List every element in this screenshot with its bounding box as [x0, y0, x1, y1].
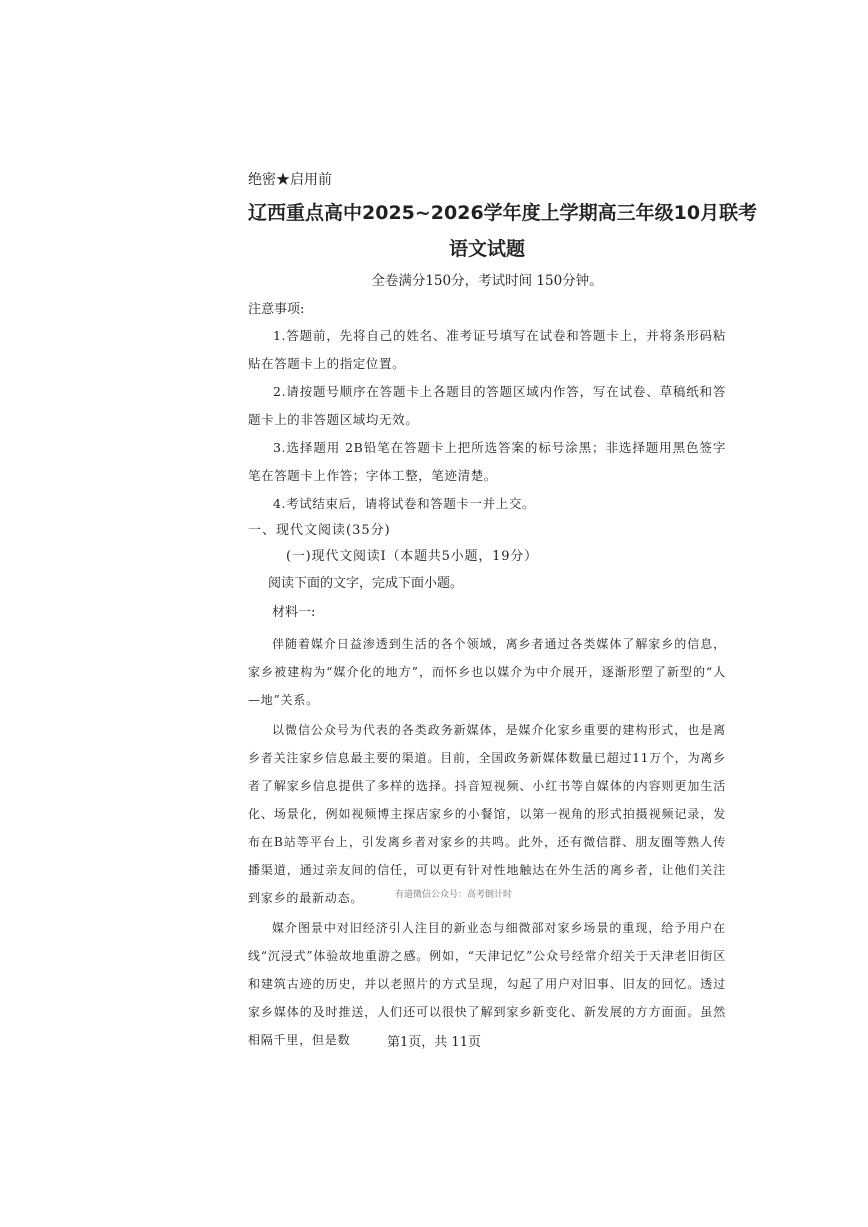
page-content — [248, 170, 758, 1054]
page-footer: 第1页，共 11页 — [387, 1035, 481, 1050]
exam-title: 辽西重点高中2025~2026学年度上学期高三年级10月联考 — [248, 202, 758, 224]
material-paragraph-3: 媒介图景中对旧经济引人注目的新业态与细微部对家乡场景的重现，给予用户在线“沉浸式”体验故地重游之感。例如，“天津记忆”公众号经常介绍关于天津老旧街区和建筑古迹的历史，并以老照片的方式呈现，勾起了用户对旧事、旧友的回忆。透过家乡媒体的及时推送，人们还可以很快了解到家乡新变化、新发展的方方面面。虽然相隔千里，但是数 — [248, 921, 726, 1047]
secret-mark: 绝密★启用前 — [248, 172, 332, 188]
notice-item-3: 3.选择题用 2B铅笔在答题卡上把所选答案的标号涂黑；非选择题用黑色签字笔在答题卡上作答；字体工整，笔迹清楚。 — [248, 440, 726, 483]
section-title: 一、现代文阅读(35分) — [248, 523, 391, 538]
notice-item-2: 2.请按题号顺序在答题卡上各题目的答题区域内作答，写在试卷、草稿纸和答题卡上的非答题区域均无效。 — [248, 384, 726, 427]
material-paragraph-1: 伴随着媒介日益渗透到生活的各个领域，离乡者通过各类媒体了解家乡的信息，家乡被建构为“媒介化的地方”，而怀乡也以媒介为中介展开，逐渐形塑了新型的“人—地”关系。 — [248, 637, 726, 707]
notice-item-1: 1.答题前，先将自己的姓名、准考证号填写在试卷和答题卡上，并将条形码粘贴在答题卡上的指定位置。 — [248, 328, 726, 371]
subject-title: 语文试题 — [448, 238, 525, 260]
material-label: 材料一: — [272, 605, 316, 620]
notice-item-4: 4.考试结束后，请将试卷和答题卡一并上交。 — [273, 496, 536, 511]
watermark-text: 有道微信公众号：高考倒计时 — [395, 890, 513, 900]
score-time-line: 全卷满分150分，考试时间 150分钟。 — [371, 273, 603, 289]
notice-heading: 注意事项: — [248, 302, 305, 317]
material-paragraph-2: 以微信公众号为代表的各类政务新媒体，是媒介化家乡重要的建构形式，也是离乡者关注家乡信息最主要的渠道。目前，全国政务新媒体数量已超过11万个，为离乡者了解家乡信息提供了多样的选择。抖音短视频、小红书等自媒体的内容则更加生活化、场景化，例如视频博主探店家乡的小餐馆，以第一视角的形式拍摄视频记录，发布在B站等平台上，引发离乡者对家乡的共鸣。此外，还有微信群、朋友圈等熟人传播渠道，通过亲友间的信任，可以更有针对性地触达在外生活的离乡者，让他们关注到家乡的最新动态。 — [248, 723, 726, 905]
subsection-title: (一)现代文阅读Ⅰ（本题共5小题，19分） — [286, 549, 538, 564]
reading-instruction: 阅读下面的文字，完成下面小题。 — [268, 576, 464, 591]
